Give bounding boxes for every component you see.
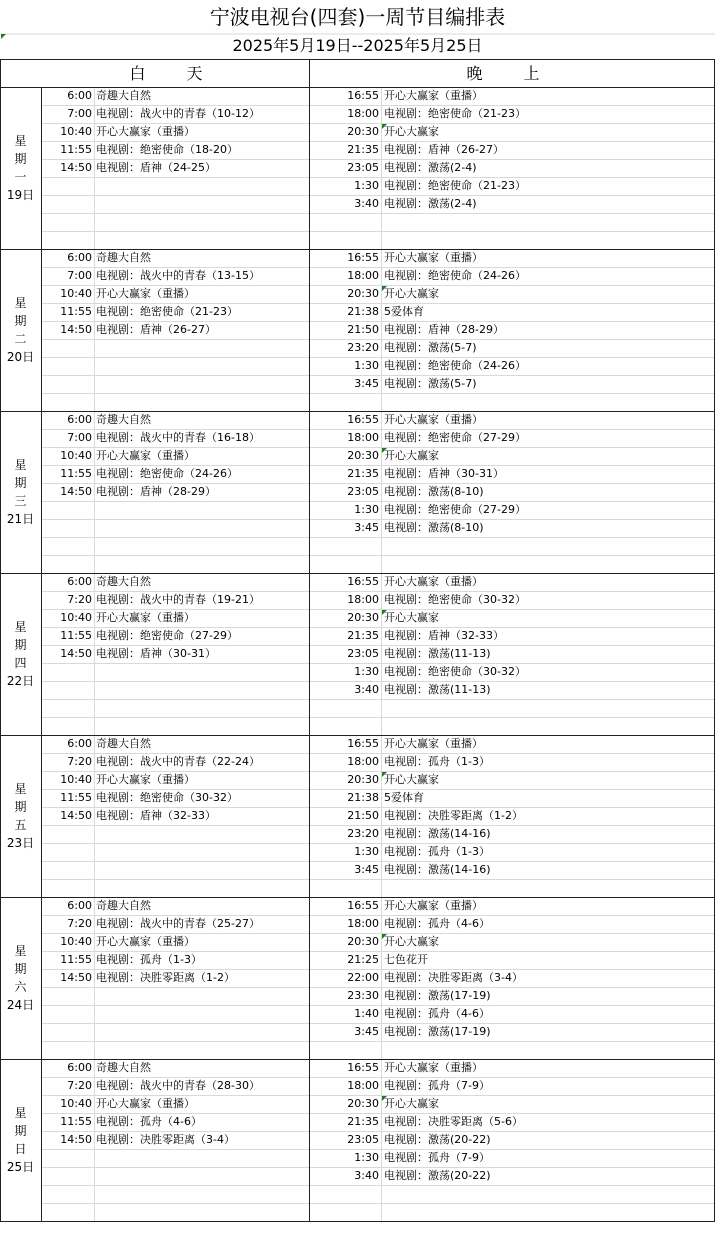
program-time: 14:50 [60, 1133, 92, 1146]
program-name: 电视剧：激荡(5-7) [384, 341, 477, 354]
day-label-text: 22日 [6, 674, 35, 688]
program-name: 开心大赢家（重播） [96, 449, 195, 462]
program-time: 23:20 [347, 341, 379, 354]
program-time: 18:00 [347, 917, 379, 930]
program-time: 18:00 [347, 593, 379, 606]
program-row [0, 591, 714, 609]
program-row [0, 357, 714, 375]
program-row [0, 1131, 714, 1149]
program-row [0, 969, 714, 987]
day-label-text: 一 [14, 170, 27, 184]
program-name: 奇趣大自然 [96, 899, 151, 912]
program-name: 电视剧：绝密使命（21-23） [96, 305, 238, 318]
program-time: 16:55 [347, 413, 379, 426]
program-name: 电视剧：决胜零距离（3-4） [384, 971, 523, 984]
program-name: 电视剧：战火中的青春（28-30） [96, 1079, 260, 1092]
program-name: 电视剧：战火中的青春（19-21） [96, 593, 260, 606]
program-row [0, 861, 714, 879]
program-time: 14:50 [60, 971, 92, 984]
program-time: 11:55 [60, 1115, 92, 1128]
program-time: 18:00 [347, 107, 379, 120]
program-name: 电视剧：盾神（32-33） [384, 629, 504, 642]
program-time: 3:45 [354, 521, 379, 534]
program-time: 11:55 [60, 143, 92, 156]
program-time: 7:00 [67, 107, 92, 120]
program-time: 23:05 [347, 161, 379, 174]
program-row [0, 285, 714, 303]
program-time: 7:20 [67, 755, 92, 768]
program-row [0, 339, 714, 357]
program-time: 21:38 [347, 305, 379, 318]
day-label-text: 日 [14, 1142, 27, 1156]
program-time: 20:30 [347, 125, 379, 138]
program-name: 电视剧：盾神（26-27） [96, 323, 216, 336]
program-name: 电视剧：绝密使命（18-20） [96, 143, 238, 156]
program-time: 10:40 [60, 935, 92, 948]
program-time: 3:40 [354, 1169, 379, 1182]
program-name: 电视剧：盾神（28-29） [384, 323, 504, 336]
program-name: 开心大赢家（重播） [96, 935, 195, 948]
program-time: 6:00 [67, 89, 92, 102]
day-label-text: 期 [14, 638, 27, 652]
comment-marker [382, 772, 387, 777]
page-title: 宁波电视台(四套)一周节目编排表 [209, 5, 506, 29]
day-label-text: 二 [14, 332, 27, 346]
program-time: 14:50 [60, 161, 92, 174]
program-row [0, 1059, 714, 1077]
program-time: 16:55 [347, 251, 379, 264]
program-time: 21:38 [347, 791, 379, 804]
program-name: 开心大赢家 [384, 125, 439, 138]
program-row [0, 375, 714, 393]
program-name: 电视剧：绝密使命（21-23） [384, 107, 526, 120]
program-time: 7:20 [67, 593, 92, 606]
program-name: 开心大赢家（重播） [96, 287, 195, 300]
program-row [0, 123, 714, 141]
program-time: 16:55 [347, 1061, 379, 1074]
program-time: 1:30 [354, 503, 379, 516]
program-row [0, 501, 714, 519]
program-time: 20:30 [347, 287, 379, 300]
program-row [0, 771, 714, 789]
program-time: 10:40 [60, 611, 92, 624]
day-label-text: 期 [14, 962, 27, 976]
program-name: 电视剧：决胜零距离（3-4） [96, 1133, 235, 1146]
day-label-text: 星 [14, 620, 27, 634]
program-name: 电视剧：决胜零距离（1-2） [96, 971, 235, 984]
program-time: 1:30 [354, 359, 379, 372]
day-label-text: 23日 [6, 836, 35, 850]
program-time: 10:40 [60, 125, 92, 138]
program-time: 23:05 [347, 647, 379, 660]
program-name: 电视剧：绝密使命（24-26） [384, 269, 526, 282]
program-time: 16:55 [347, 575, 379, 588]
program-time: 7:00 [67, 431, 92, 444]
program-row [0, 987, 714, 1005]
program-name: 电视剧：盾神（24-25） [96, 161, 216, 174]
program-name: 开心大赢家（重播） [384, 899, 483, 912]
program-row [0, 303, 714, 321]
program-row [0, 429, 714, 447]
program-name: 电视剧：绝密使命（27-29） [384, 431, 526, 444]
program-row [0, 195, 714, 213]
day-label-text: 期 [14, 152, 27, 166]
program-time: 3:45 [354, 377, 379, 390]
program-name: 电视剧：战火中的青春（22-24） [96, 755, 260, 768]
program-row [0, 1149, 714, 1167]
program-row [0, 1095, 714, 1113]
program-name: 电视剧：盾神（30-31） [96, 647, 216, 660]
program-time: 18:00 [347, 755, 379, 768]
day-label-text: 期 [14, 314, 27, 328]
program-name: 开心大赢家（重播） [96, 1097, 195, 1110]
program-name: 电视剧：激荡(2-4) [384, 197, 477, 210]
day-label-text: 星 [14, 134, 27, 148]
program-row [0, 681, 714, 699]
program-name: 电视剧：激荡(11-13) [384, 647, 491, 660]
program-time: 3:40 [354, 197, 379, 210]
program-time: 3:45 [354, 863, 379, 876]
program-name: 电视剧：激荡(8-10) [384, 521, 484, 534]
program-time: 1:30 [354, 665, 379, 678]
program-time: 21:35 [347, 467, 379, 480]
program-row [0, 1113, 714, 1131]
day-label-text: 星 [14, 944, 27, 958]
program-name: 电视剧：孤舟（1-3） [384, 845, 490, 858]
program-name: 开心大赢家 [384, 449, 439, 462]
program-name: 电视剧：决胜零距离（5-6） [384, 1115, 523, 1128]
program-name: 电视剧：激荡(2-4) [384, 161, 477, 174]
program-name: 电视剧：战火中的青春（25-27） [96, 917, 260, 930]
day-label-text: 三 [14, 494, 27, 508]
program-time: 23:05 [347, 485, 379, 498]
program-name: 电视剧：激荡(20-22) [384, 1169, 491, 1182]
program-name: 电视剧：战火中的青春（10-12） [96, 107, 260, 120]
program-time: 7:00 [67, 269, 92, 282]
program-name: 开心大赢家（重播） [384, 737, 483, 750]
program-time: 10:40 [60, 287, 92, 300]
program-name: 5爱体育 [384, 791, 424, 804]
program-name: 开心大赢家 [384, 935, 439, 948]
program-name: 电视剧：孤舟（4-6） [384, 917, 490, 930]
program-name: 电视剧：绝密使命（30-32） [384, 665, 526, 678]
program-row [0, 1167, 714, 1185]
program-row [0, 249, 714, 267]
day-label-text: 星 [14, 458, 27, 472]
program-name: 开心大赢家（重播） [96, 611, 195, 624]
program-name: 电视剧：绝密使命（30-32） [384, 593, 526, 606]
day-label-text: 星 [14, 296, 27, 310]
program-name: 电视剧：孤舟（1-3） [96, 953, 202, 966]
day-label-text: 24日 [6, 998, 35, 1012]
program-row [0, 447, 714, 465]
program-row [0, 483, 714, 501]
program-name: 七色花开 [384, 953, 428, 966]
day-label-text: 期 [14, 1124, 27, 1138]
program-row [0, 1077, 714, 1095]
program-time: 23:30 [347, 989, 379, 1002]
program-row [0, 177, 714, 195]
comment-marker [1, 34, 6, 39]
program-name: 电视剧：孤舟（4-6） [384, 1007, 490, 1020]
program-name: 开心大赢家 [384, 773, 439, 786]
program-time: 21:50 [347, 323, 379, 336]
program-row [0, 807, 714, 825]
program-time: 6:00 [67, 575, 92, 588]
program-time: 1:30 [354, 1151, 379, 1164]
program-row [0, 1005, 714, 1023]
program-time: 18:00 [347, 1079, 379, 1092]
program-time: 21:35 [347, 143, 379, 156]
program-name: 奇趣大自然 [96, 89, 151, 102]
program-time: 6:00 [67, 737, 92, 750]
program-row [0, 627, 714, 645]
program-time: 16:55 [347, 89, 379, 102]
program-time: 22:00 [347, 971, 379, 984]
program-time: 6:00 [67, 251, 92, 264]
program-name: 电视剧：盾神（30-31） [384, 467, 504, 480]
program-time: 14:50 [60, 809, 92, 822]
program-name: 电视剧：盾神（28-29） [96, 485, 216, 498]
program-time: 21:35 [347, 629, 379, 642]
program-name: 电视剧：激荡(5-7) [384, 377, 477, 390]
program-time: 20:30 [347, 935, 379, 948]
program-name: 奇趣大自然 [96, 251, 151, 264]
program-time: 11:55 [60, 953, 92, 966]
program-time: 21:25 [347, 953, 379, 966]
program-name: 奇趣大自然 [96, 413, 151, 426]
program-name: 电视剧：激荡(14-16) [384, 863, 491, 876]
program-name: 奇趣大自然 [96, 575, 151, 588]
program-time: 21:35 [347, 1115, 379, 1128]
program-time: 20:30 [347, 1097, 379, 1110]
program-time: 1:40 [354, 1007, 379, 1020]
header-daytime: 白 天 [129, 64, 221, 83]
day-label-text: 19日 [6, 188, 35, 202]
day-label-text: 星 [14, 782, 27, 796]
program-row [0, 1023, 714, 1041]
program-name: 电视剧：孤舟（7-9） [384, 1079, 490, 1092]
program-time: 1:30 [354, 845, 379, 858]
program-time: 14:50 [60, 485, 92, 498]
program-time: 7:20 [67, 917, 92, 930]
comment-marker [382, 1096, 387, 1101]
program-name: 电视剧：盾神（32-33） [96, 809, 216, 822]
program-time: 3:45 [354, 1025, 379, 1038]
program-name: 电视剧：绝密使命（27-29） [384, 503, 526, 516]
program-name: 电视剧：激荡(17-19) [384, 1025, 491, 1038]
program-time: 20:30 [347, 773, 379, 786]
program-name: 开心大赢家 [384, 1097, 439, 1110]
program-time: 10:40 [60, 1097, 92, 1110]
program-time: 18:00 [347, 431, 379, 444]
program-row [0, 141, 714, 159]
program-name: 开心大赢家（重播） [384, 251, 483, 264]
program-row [0, 105, 714, 123]
program-time: 11:55 [60, 305, 92, 318]
header-evening: 晚 上 [466, 64, 558, 83]
program-name: 电视剧：绝密使命（24-26） [384, 359, 526, 372]
program-row [0, 519, 714, 537]
program-row [0, 915, 714, 933]
program-name: 开心大赢家（重播） [384, 89, 483, 102]
program-name: 电视剧：孤舟（7-9） [384, 1151, 490, 1164]
program-time: 11:55 [60, 791, 92, 804]
comment-marker [382, 124, 387, 129]
program-name: 电视剧：激荡(14-16) [384, 827, 491, 840]
program-name: 电视剧：盾神（26-27） [384, 143, 504, 156]
program-time: 21:50 [347, 809, 379, 822]
comment-marker [382, 934, 387, 939]
program-time: 11:55 [60, 467, 92, 480]
program-row [0, 789, 714, 807]
day-label-text: 20日 [6, 350, 35, 364]
program-time: 3:40 [354, 683, 379, 696]
program-time: 20:30 [347, 449, 379, 462]
program-name: 电视剧：孤舟（1-3） [384, 755, 490, 768]
program-row [0, 573, 714, 591]
program-time: 11:55 [60, 629, 92, 642]
program-name: 开心大赢家（重播） [96, 773, 195, 786]
date-range: 2025年5月19日--2025年5月25日 [232, 36, 483, 55]
program-time: 7:20 [67, 1079, 92, 1092]
program-row [0, 825, 714, 843]
program-row [0, 609, 714, 627]
program-name: 电视剧：绝密使命（21-23） [384, 179, 526, 192]
program-row [0, 843, 714, 861]
program-row [0, 753, 714, 771]
program-time: 6:00 [67, 1061, 92, 1074]
program-time: 20:30 [347, 611, 379, 624]
program-row [0, 465, 714, 483]
program-time: 6:00 [67, 899, 92, 912]
program-time: 16:55 [347, 737, 379, 750]
program-name: 电视剧：激荡(8-10) [384, 485, 484, 498]
program-time: 6:00 [67, 413, 92, 426]
program-time: 18:00 [347, 269, 379, 282]
program-time: 23:05 [347, 1133, 379, 1146]
program-time: 23:20 [347, 827, 379, 840]
day-label-text: 期 [14, 476, 27, 490]
program-time: 14:50 [60, 647, 92, 660]
program-name: 开心大赢家（重播） [384, 413, 483, 426]
program-row [0, 645, 714, 663]
program-time: 10:40 [60, 773, 92, 786]
program-name: 奇趣大自然 [96, 737, 151, 750]
program-name: 电视剧：绝密使命（30-32） [96, 791, 238, 804]
program-row [0, 735, 714, 753]
program-name: 电视剧：激荡(17-19) [384, 989, 491, 1002]
program-name: 开心大赢家（重播） [384, 1061, 483, 1074]
program-name: 电视剧：激荡(11-13) [384, 683, 491, 696]
program-time: 16:55 [347, 899, 379, 912]
program-name: 开心大赢家（重播） [384, 575, 483, 588]
program-row [0, 159, 714, 177]
program-name: 开心大赢家 [384, 287, 439, 300]
program-name: 开心大赢家 [384, 611, 439, 624]
comment-marker [382, 286, 387, 291]
comment-marker [382, 610, 387, 615]
day-label-text: 六 [14, 980, 27, 994]
program-row [0, 321, 714, 339]
day-label-text: 四 [14, 656, 27, 670]
day-label-text: 21日 [6, 512, 35, 526]
comment-marker [382, 448, 387, 453]
day-label-text: 25日 [6, 1160, 35, 1174]
program-name: 电视剧：战火中的青春（13-15） [96, 269, 260, 282]
program-name: 电视剧：决胜零距离（1-2） [384, 809, 523, 822]
day-label-text: 五 [14, 818, 27, 832]
program-name: 开心大赢家（重播） [96, 125, 195, 138]
program-name: 电视剧：绝密使命（24-26） [96, 467, 238, 480]
program-name: 5爱体育 [384, 305, 424, 318]
day-label-text: 星 [14, 1106, 27, 1120]
program-time: 1:30 [354, 179, 379, 192]
program-row [0, 411, 714, 429]
program-name: 电视剧：绝密使命（27-29） [96, 629, 238, 642]
program-row [0, 87, 714, 105]
program-name: 电视剧：激荡(20-22) [384, 1133, 491, 1146]
program-time: 10:40 [60, 449, 92, 462]
day-label-text: 期 [14, 800, 27, 814]
program-time: 14:50 [60, 323, 92, 336]
program-row [0, 897, 714, 915]
program-name: 奇趣大自然 [96, 1061, 151, 1074]
program-row [0, 663, 714, 681]
program-name: 电视剧：战火中的青春（16-18） [96, 431, 260, 444]
program-row [0, 267, 714, 285]
program-row [0, 951, 714, 969]
program-row [0, 933, 714, 951]
program-name: 电视剧：孤舟（4-6） [96, 1115, 202, 1128]
